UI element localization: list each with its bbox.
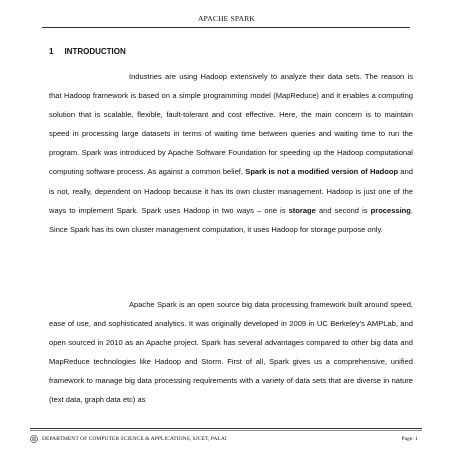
paragraph1-text-2: and is not, really, dependent on Hadoop because it has its own cluster management. Hadoop is just one of the ways to implement Spark. Spark uses Hadoop in two ways – one is bbox=[49, 167, 413, 215]
paragraph-apache-spark bbox=[49, 295, 413, 410]
section-number: 1 bbox=[49, 47, 54, 56]
section-title: INTRODUCTION bbox=[64, 47, 126, 56]
paragraph1-bold-2: storage bbox=[288, 205, 316, 215]
paragraph-introduction bbox=[49, 67, 413, 239]
paragraph1-bold-3: processing bbox=[370, 205, 411, 215]
page-footer bbox=[30, 433, 422, 445]
running-header: APACHE SPARK bbox=[197, 14, 256, 23]
footer-department: DEPARTMENT OF COMPUTER SCIENCE & APPLICATIONS, SJCET, PALAI bbox=[42, 436, 227, 442]
paragraph2-text: Apache Spark is an open source big data processing framework built around speed, ease of use, and sophisticated analytics. It was originally developed in 2009 in UC Berkeley's AMPLab, and open sourced in 2010 as an Apache project. Spark has several advantages compared to other big data and MapReduce technologies like Hadoop and Storm. First of all, Spark gives us a comprehensive, unified framework to manage big data processing requirements with a variety of data sets that are diverse in nature (text data, graph data etc) as bbox=[49, 300, 413, 405]
section-heading bbox=[49, 47, 126, 56]
footer-divider-thin bbox=[30, 430, 422, 431]
paragraph1-bold-1: Spark is not a modified version of Hadoop bbox=[245, 167, 399, 177]
paragraph1-text-3: and second is bbox=[315, 205, 371, 215]
college-emblem-icon bbox=[30, 435, 38, 443]
paragraph1-text-4: . Since Spark has its own cluster management computation, it uses Hadoop for storage purpose only. bbox=[49, 205, 414, 234]
paragraph1-text-1: Industries are using Hadoop extensively to analyze their data sets. The reason is that Hadoop framework is based on a simple programming model (MapReduce) and it enables a computing solution that is scalable, flexible, fault-tolerant and cost effective. Here, the main concern is to maintain speed in processing large datasets in terms of waiting time between queries and waiting time to run the program. Spark was introduced by Apache Software Foundation for speeding up the Hadoop computational computing software process. As against a common belief, bbox=[49, 72, 413, 177]
footer-page-number: Page: 1 bbox=[401, 436, 418, 442]
footer-divider bbox=[30, 428, 422, 429]
header-divider bbox=[42, 27, 410, 28]
